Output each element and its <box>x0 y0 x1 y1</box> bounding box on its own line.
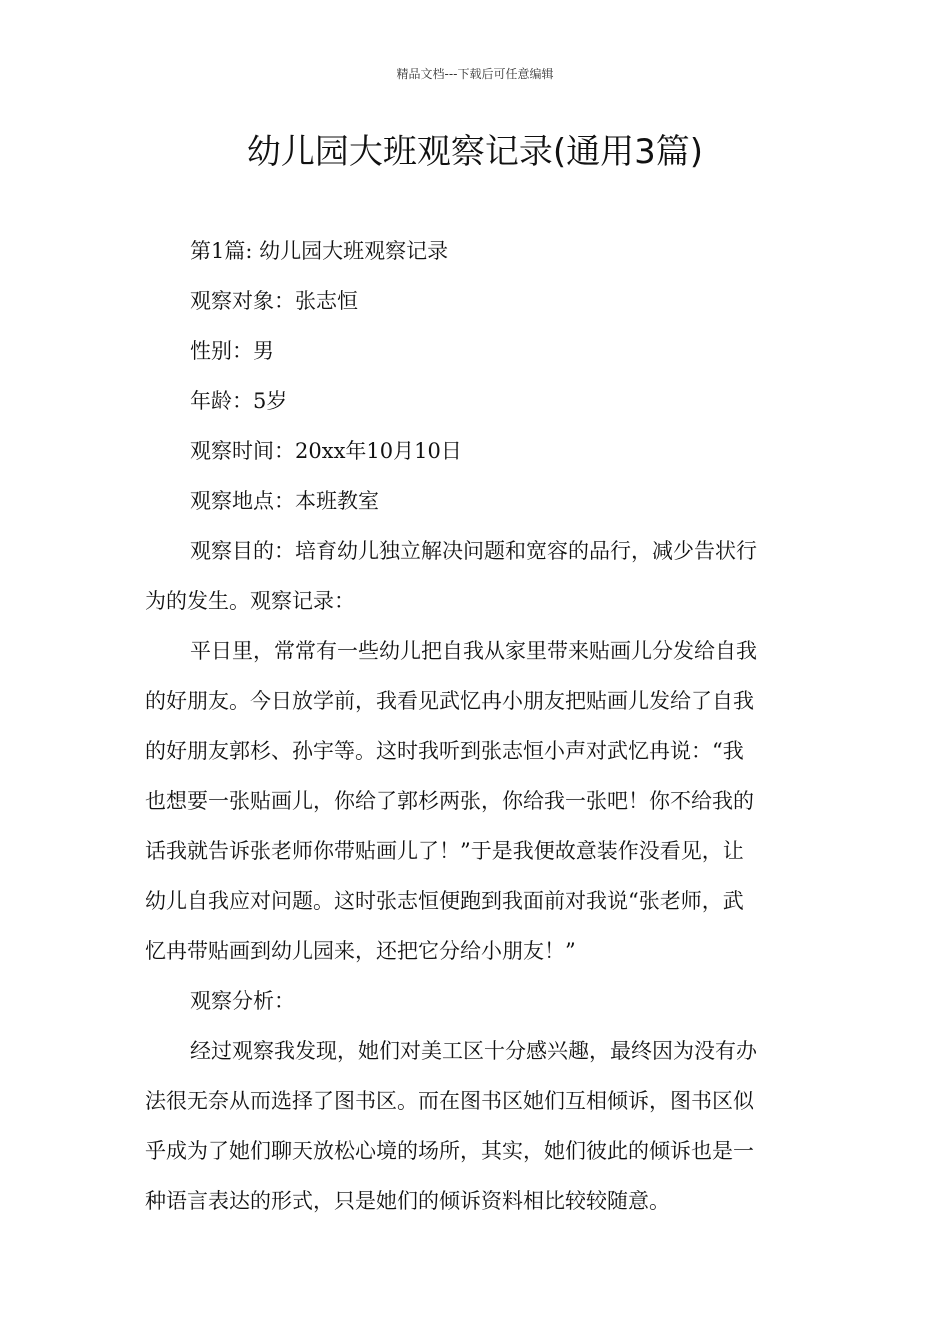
analysis-line: 经过观察我发现，她们对美工区十分感兴趣，最终因为没有办 <box>190 1039 757 1063</box>
record-line: 话我就告诉张老师你带贴画儿了！”于是我便故意装作没看见，让 <box>145 839 744 863</box>
record-line: 幼儿自我应对问题。这时张志恒便跑到我面前对我说“张老师，武 <box>145 889 744 913</box>
document-body <box>145 226 807 1226</box>
analysis-paragraph <box>145 1026 807 1226</box>
purpose-line: 为的发生。观察记录： <box>145 589 355 613</box>
record-line: 的好朋友郭杉、孙宇等。这时我听到张志恒小声对武忆冉说：“我 <box>145 739 744 763</box>
record-line: 平日里，常常有一些幼儿把自我从家里带来贴画儿分发给自我 <box>190 639 757 663</box>
record-line: 也想要一张贴画儿，你给了郭杉两张，你给我一张吧！你不给我的 <box>145 789 754 813</box>
analysis-heading: 观察分析： <box>190 989 295 1013</box>
field-observation-place: 观察地点：本班教室 <box>190 489 379 513</box>
page-header-note: 精品文档---下载后可任意编辑 <box>396 67 554 81</box>
field-observation-time: 观察时间：20xx年10月10日 <box>190 439 462 463</box>
field-observation-subject: 观察对象：张志恒 <box>190 289 358 313</box>
field-age: 年龄：5岁 <box>190 389 288 413</box>
analysis-line: 法很无奈从而选择了图书区。而在图书区她们互相倾诉，图书区似 <box>145 1089 754 1113</box>
analysis-line: 乎成为了她们聊天放松心境的场所，其实，她们彼此的倾诉也是一 <box>145 1139 754 1163</box>
field-gender: 性别：男 <box>190 339 274 363</box>
document-title: 幼儿园大班观察记录(通用3篇) <box>246 132 704 172</box>
analysis-line: 种语言表达的形式，只是她们的倾诉资料相比较较随意。 <box>145 1189 670 1213</box>
record-line: 忆冉带贴画到幼儿园来，还把它分给小朋友！” <box>145 939 576 963</box>
record-line: 的好朋友。今日放学前，我看见武忆冉小朋友把贴画儿发给了自我 <box>145 689 754 713</box>
record-paragraph <box>145 626 807 976</box>
section-heading: 第1篇: 幼儿园大班观察记录 <box>190 239 449 263</box>
purpose-line: 观察目的：培育幼儿独立解决问题和宽容的品行，减少告状行 <box>190 539 757 563</box>
